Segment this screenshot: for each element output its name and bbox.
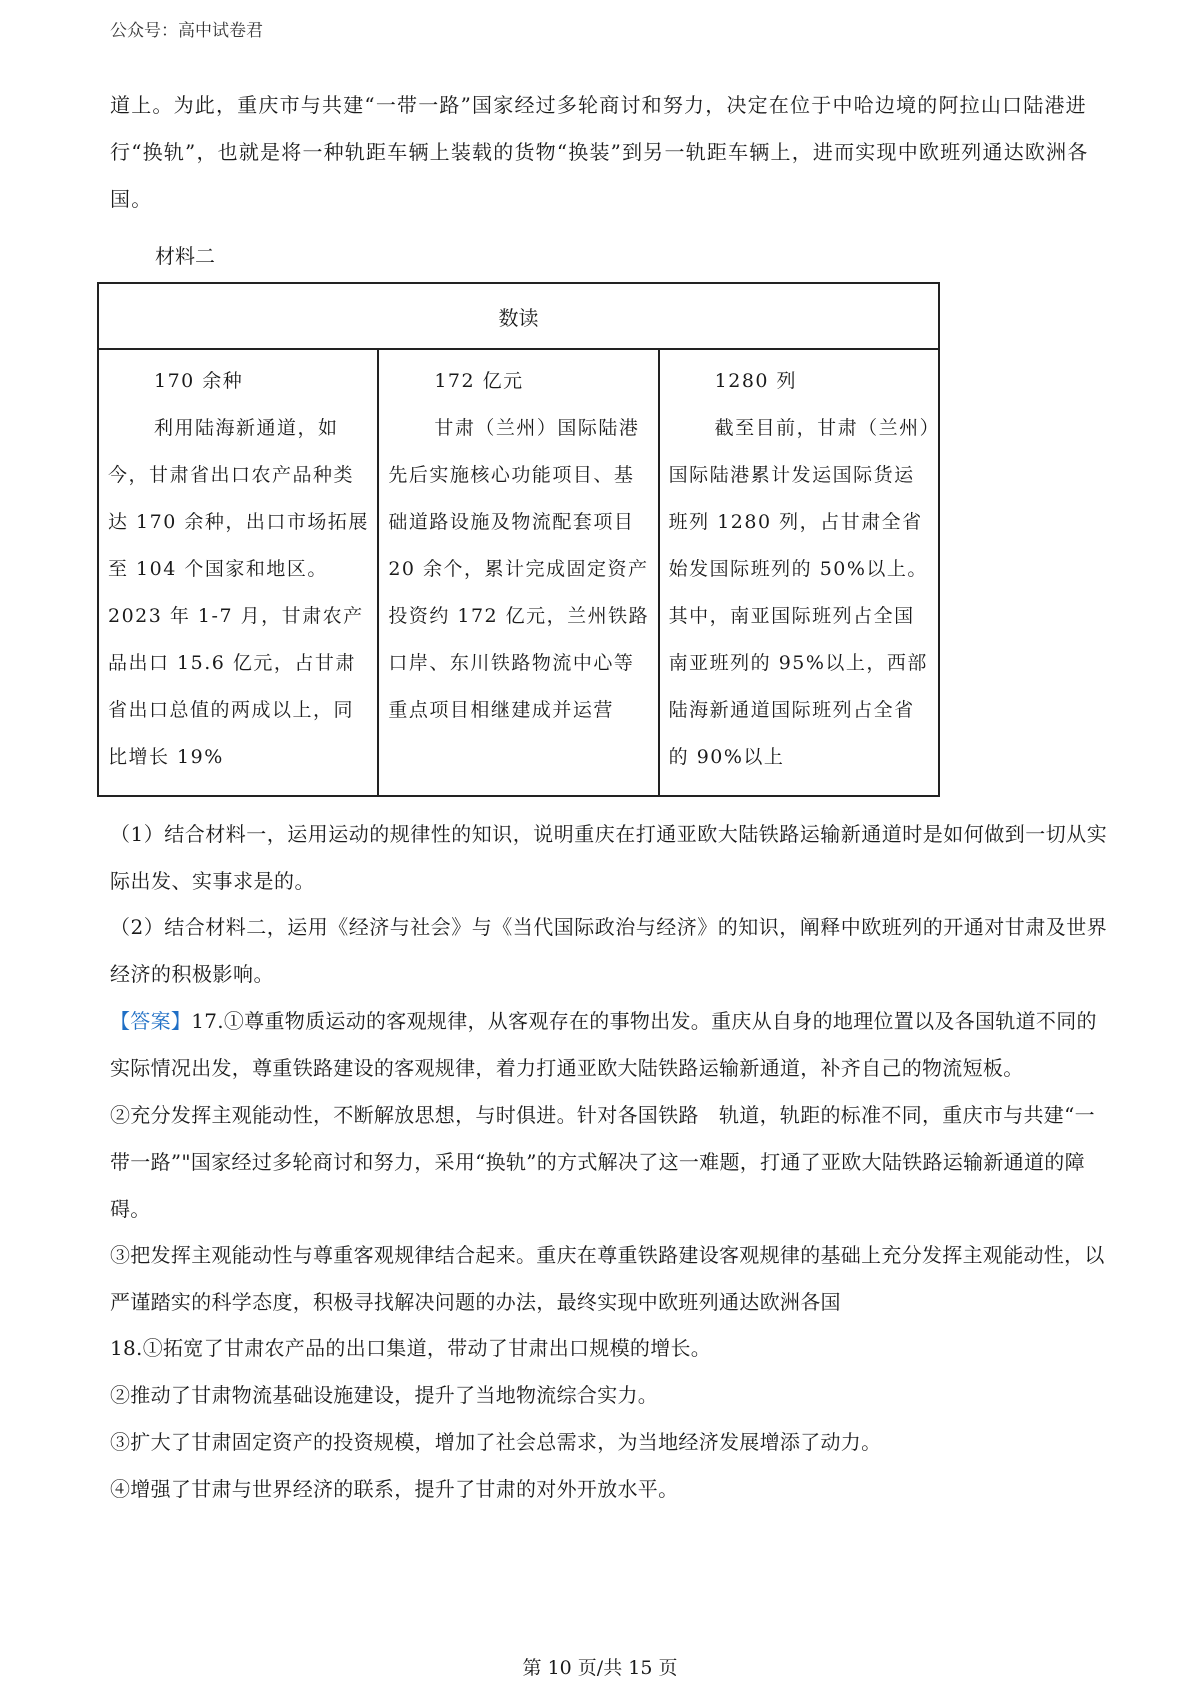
answer-18-point-3: ③扩大了甘肃固定资产的投资规模，增加了社会总需求，为当地经济发展增添了动力。	[110, 1430, 882, 1454]
cell-body: 甘肃（兰州）国际陆港先后实施核心功能项目、基础道路设施及物流配套项目 20 余个，累计完成固定资产投资约 172 亿元，兰州铁路口岸、东川铁路物流中心等重点项目相继建成并运营	[388, 417, 650, 721]
table-cell	[98, 349, 378, 796]
intro-paragraph: 道上。为此，重庆市与共建“一带一路”国家经过多轮商讨和努力，决定在位于中哈边境的阿拉山口陆港进行“换轨”，也就是将一种轨距车辆上装载的货物“换装”到另一轨距车辆上，进而实现中欧班列通达欧洲各国。	[110, 93, 1089, 211]
cell-body: 截至目前，甘肃（兰州）国际陆港累计发运国际货运班列 1280 列，占甘肃全省始发国际班列的 50%以上。其中，南亚国际班列占全国南亚班列的 95%以上，西部陆海新通道国际班列占全省的 90%以上	[668, 417, 931, 768]
answer-17-point-2: ②充分发挥主观能动性，不断解放思想，与时俱进。针对各国铁路 轨道，轨距的标准不同，重庆市与共建“一带一路”"国家经过多轮商讨和努力，采用“换轨”的方式解决了这一难题，打通了亚欧大陆铁路运输新通道的障碍。	[110, 1103, 1095, 1221]
table-cell	[659, 349, 939, 796]
question-2: （2）结合材料二，运用《经济与社会》与《当代国际政治与经济》的知识，阐释中欧班列的开通对甘肃及世界经济的积极影响。	[110, 915, 1108, 986]
cell-heading: 172 亿元	[434, 370, 524, 392]
answer-18-point-1: 18.①拓宽了甘肃农产品的出口集道，带动了甘肃出口规模的增长。	[110, 1336, 712, 1360]
cell-heading: 1280 列	[714, 370, 798, 392]
answer-17-point-3: ③把发挥主观能动性与尊重客观规律结合起来。重庆在尊重铁路建设客观规律的基础上充分发挥主观能动性，以严谨踏实的科学态度，积极寻找解决问题的办法，最终实现中欧班列通达欧洲各国	[110, 1243, 1105, 1314]
question-1: （1）结合材料一，运用运动的规律性的知识，说明重庆在打通亚欧大陆铁路运输新通道时是如何做到一切从实际出发、实事求是的。	[110, 822, 1108, 893]
answer-tag: 【答案】	[110, 1009, 192, 1033]
cell-body: 利用陆海新通道，如今，甘肃省出口农产品种类达 170 余种，出口市场拓展至 104 个国家和地区。2023 年 1-7 月，甘肃农产品出口 15.6 亿元，占甘肃省出口总值的两成以上，同比增长 19%	[108, 417, 369, 768]
page-header: 公众号：高中试卷君	[110, 21, 263, 41]
answer-18-point-2: ②推动了甘肃物流基础设施建设，提升了当地物流综合实力。	[110, 1383, 659, 1407]
answer-text: 17.①尊重物质运动的客观规律，从客观存在的事物出发。重庆从自身的地理位置以及各国轨道不同的实际情况出发，尊重铁路建设的客观规律，着力打通亚欧大陆铁路运输新通道，补齐自己的物流短板。	[110, 1009, 1097, 1080]
cell-heading: 170 余种	[154, 370, 244, 392]
answer-18-point-4: ④增强了甘肃与世界经济的联系，提升了甘肃的对外开放水平。	[110, 1477, 679, 1501]
table-row	[98, 349, 939, 796]
answer-17-point-1	[110, 998, 1105, 1092]
data-table	[97, 282, 940, 797]
page-footer: 第 10 页/共 15 页	[522, 1657, 678, 1679]
material-label: 材料二	[155, 244, 215, 268]
table-cell	[378, 349, 658, 796]
table-title: 数读	[98, 283, 939, 349]
